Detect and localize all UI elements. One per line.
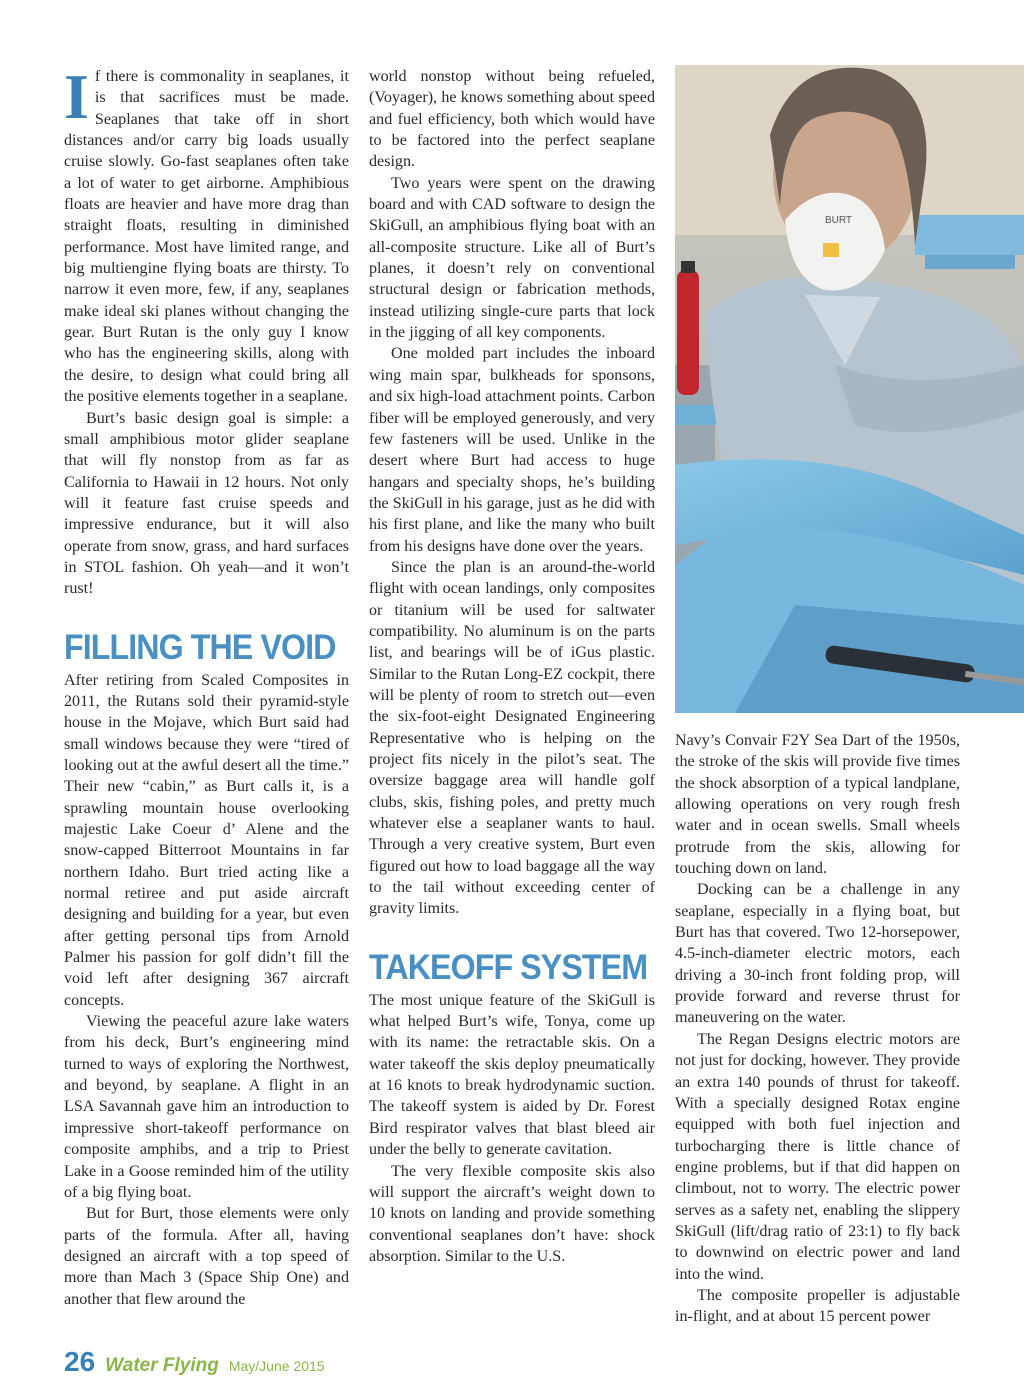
magazine-name: Water Flying xyxy=(105,1355,219,1376)
section-heading-takeoff-system: TAKEOFF SYSTEM xyxy=(369,947,648,987)
article-column-2 xyxy=(369,66,655,1267)
paragraph: The very flexible composite skis also will support the aircraft’s weight down to 10 knots on landing and provide something conventional seaplanes don’t have: shock absorption. Similar to the U.S. xyxy=(369,1162,655,1265)
photo-burt-rutan-working xyxy=(675,65,1024,713)
fire-extinguisher xyxy=(677,270,699,395)
intro-paragraph xyxy=(64,61,349,408)
paragraph: The most unique feature of the SkiGull is what helped Burt’s wife, Tonya, come up with its name: the retractable skis. On a water takeoff the skis deploy pneumatically at 16 knots to break hydrodynamic suction. The takeoff system is aided by Dr. Forest Bird respirator valves that blast bleed air under the belly to generate cavitation. xyxy=(369,991,655,1159)
intro-text: f there is commonality in seaplanes, it is that sacrifices must be made. Seaplanes that take off in short distances and/or carry big loads usually cruise slowly. Go-fast seaplanes often take a lot of water to get airborne. Amphibious floats are heavier and have more drag than straight floats, resulting in diminished performance. Most have limited range, and big multiengine flying boats are thirsty. To narrow it even more, few, if any, seaplanes make ideal ski planes without changing the gear. Burt Rutan is the only guy I know who has the engineering skills, along with the desire, to design what could bring all the positive elements together in a seaplane. xyxy=(64,68,349,406)
paragraph: One molded part includes the inboard wing main spar, bulkheads for sponsons, and six high-load attachment points. Carbon fiber will be employed generously, and very few fasteners will be used. Unlike in the desert where Burt had access to huge hangars and specialty shops, he’s building the SkiGull in his garage, just as he did with his first plane, and like the many who built from his designs have done over the years. xyxy=(369,345,655,555)
paragraph: Navy’s Convair F2Y Sea Dart of the 1950s, the stroke of the skis will provide five times the shock absorption of a typical landplane, allowing operations on very rough fresh water and in ocean swells. Small wheels protrude from the skis, allowing for touching down on land. xyxy=(675,732,960,878)
paragraph: Viewing the peaceful azure lake waters from his deck, Burt’s engineering mind turned to ways of exploring the Northwest, and beyond, by seaplane. A flight in an LSA Savannah gave him an introduction to impressive short-takeoff performance on composite amphibs, and a trip to Priest Lake in a Goose reminded him of the utility of a big flying boat. xyxy=(64,1013,349,1201)
article-column-1 xyxy=(64,61,349,1310)
article-column-3 xyxy=(675,730,960,1328)
paragraph: But for Burt, those elements were only parts of the formula. After all, having designed an aircraft with a top speed of more than Mach 3 (Space Ship One) and another that flew around the xyxy=(64,1205,349,1308)
section-heading-filling-the-void: FILLING THE VOID xyxy=(64,627,336,667)
issue-date: May/June 2015 xyxy=(228,1358,325,1374)
paragraph: Since the plan is an around-the-world flight with ocean landings, only composites or titanium will be used for saltwater compatibility. No aluminum is on the parts list, and bearings will be of iGus plastic. Similar to the Rutan Long-EZ cockpit, there will be plenty of room to stretch out—even the six-foot-eight Designated Engineering Representative who is helping on the project fits nicely in the pilot’s seat. The oversize baggage area will handle golf clubs, skis, fishing poles, and pretty much whatever else a seaplaner wants to haul. Through a very creative system, Burt even figured out how to load baggage all the way to the tail without exceeding center of gravity limits. xyxy=(369,558,655,918)
paragraph: Two years were spent on the drawing board and with CAD software to design the SkiGull, an amphibious flying boat with an all-composite structure. Like all of Burt’s planes, it doesn’t rely on conventional structural design or fabrication methods, instead utilizing single-cure parts that lock in the jigging of all key components. xyxy=(369,174,655,342)
paragraph: world nonstop without being refueled, (Voyager), he knows something about speed and fuel efficiency, both which would have to be factored into the perfect seaplane design. xyxy=(369,68,655,171)
paragraph: Docking can be a challenge in any seaplane, especially in a flying boat, but Burt has that covered. Two 12-horsepower, 4.5-inch-diameter electric motors, each driving a 30-inch front folding prop, will provide forward and reverse thrust for maneuvering on the water. xyxy=(675,881,960,1027)
paragraph: The composite propeller is adjustable in-flight, and at about 15 percent power xyxy=(675,1286,960,1326)
paragraph: Burt’s basic design goal is simple: a small amphibious motor glider seaplane that will fly nonstop from as far as California to Hawaii in 12 hours. Not only will it feature fast cruise speeds and impressive endurance, but it will also operate from snow, grass, and hard surfaces in STOL fashion. Oh yeah—and it won’t rust! xyxy=(64,409,349,598)
drop-cap: I xyxy=(64,61,89,132)
paragraph: After retiring from Scaled Composites in 2011, the Rutans sold their pyramid-style house in the Mojave, which Burt said had small windows because they were “tired of looking out at the awful desert all the time.” Their new “cabin,” as Burt calls it, is a sprawling mountain house overlooking majestic Lake Coeur d’ Alene and the snow-capped Bitterroot Mountains in far northern Idaho. Burt tried acting like a normal retiree and put aside aircraft designing and building for a year, but even after getting personal tips from Arnold Palmer his passion for golf didn’t fill the void left after designing 367 aircraft concepts. xyxy=(64,671,349,1009)
page-footer xyxy=(64,1346,325,1378)
paragraph: The Regan Designs electric motors are not just for docking, however. They provide an extra 140 pounds of thrust for takeoff. With a specially designed Rotax engine equipped with both fuel injection and turbocharging there is little chance of engine problems, but if that did happen on climbout, not to worry. The electric power serves as a safety net, enabling the slippery SkiGull (lift/drag ratio of 23:1) to fly back to downwind on electric power and land into the wind. xyxy=(675,1030,960,1283)
mask-text: BURT xyxy=(825,215,853,226)
page-number: 26 xyxy=(64,1346,96,1377)
